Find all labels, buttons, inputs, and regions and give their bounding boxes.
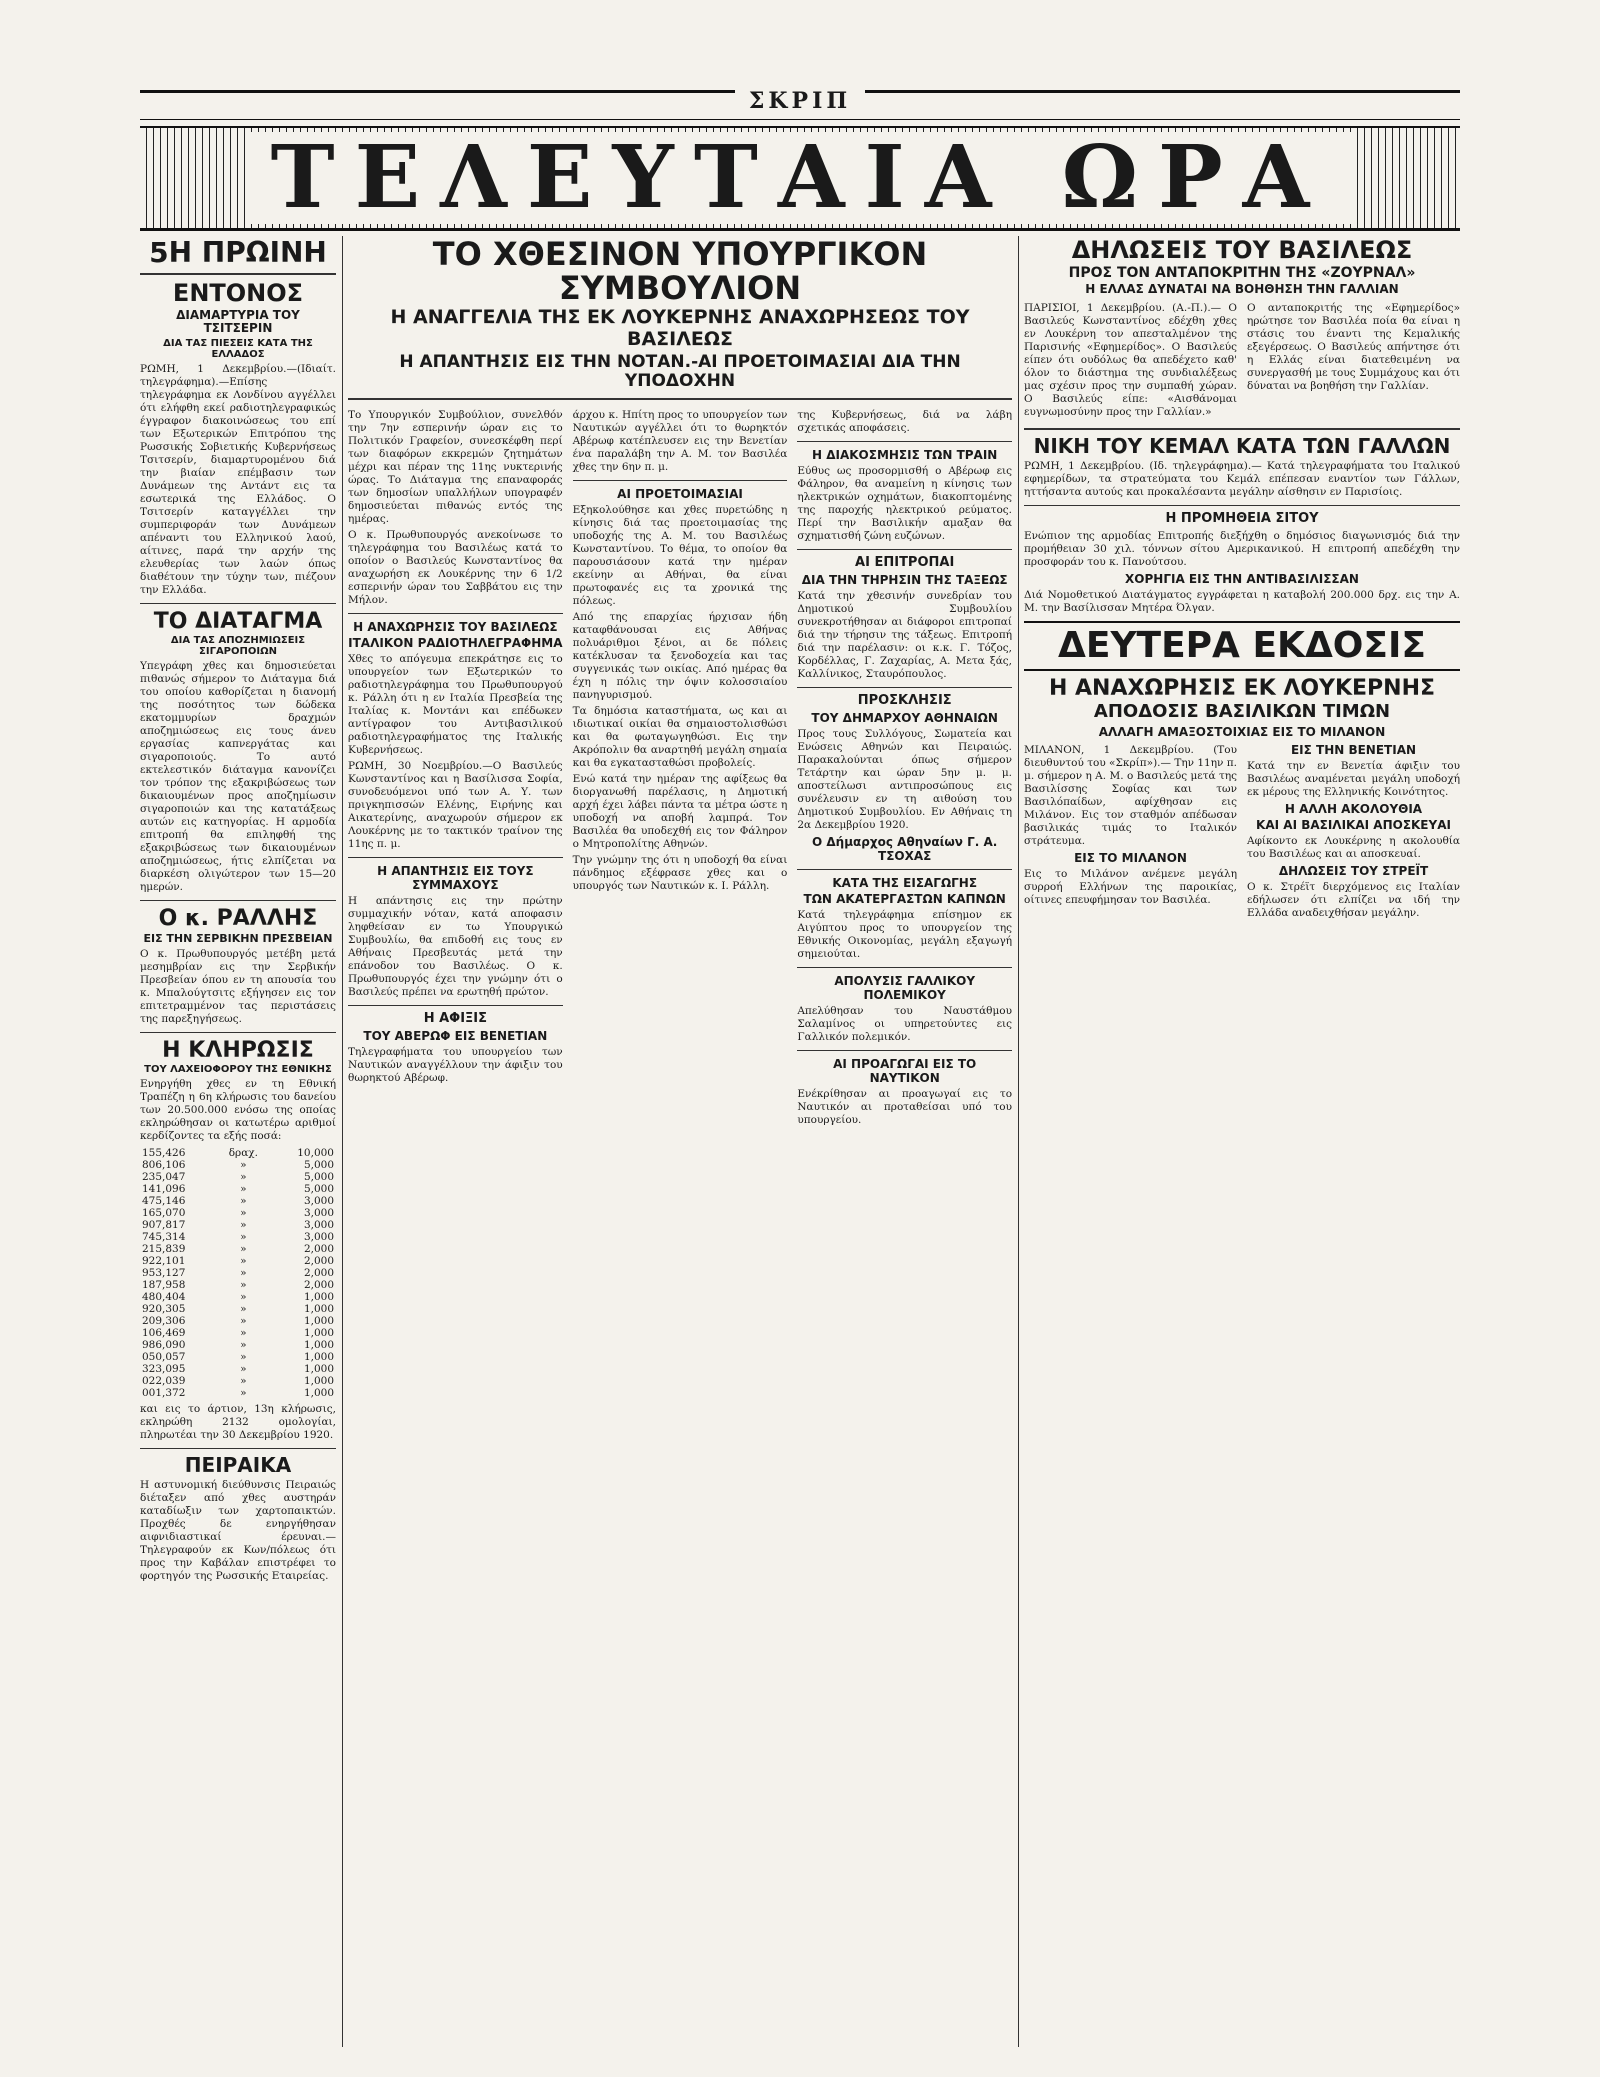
article-body: Χθες το απόγευμα επεκράτησε εις το υπουργείον των Εξωτερικών το ραδιοτηλεγράφημα του Πρωθυπουργού κ. Ράλλη ότι η εν Ιταλία Πρεσβεία της Ιταλίας κ. Μοντάνι και επέδωκεν αντίγραφον του Αντιβασιλικού ραδιοτηλεγραφήματος της Ιταλικής Κυβερνήσεως.: [348, 652, 563, 756]
article-body: της Κυβερνήσεως, διά να λάβη σχετικάς αποφάσεις.: [797, 408, 1012, 434]
lottery-prize: 5,000: [303, 1159, 334, 1172]
article-body: Διά Νομοθετικού Διατάγματος εγγράφεται η καταβολή 200.000 δρχ. εις την Α. Μ. την Βασίλισσαν Μητέρα Όλγαν.: [1024, 589, 1460, 615]
article-body: Ο κ. Στρέϊτ διερχόμενος εις Ιταλίαν εδήλωσεν ότι ελπίζει να ιδή την Ελλάδα αναδειχθήσαν μεγάλην.: [1247, 880, 1460, 919]
lottery-ditto: »: [240, 1195, 247, 1208]
article-title: ΤΟ ΔΙΑΤΑΓΜΑ: [153, 609, 323, 635]
article-body: Εις το Μιλάνον ανέμενε μεγάλη συρροή Ελλήνων της παροικίας, οίτινες επευφήμησαν τον Βασιλέα.: [1024, 867, 1237, 906]
lottery-row: [140, 1243, 336, 1255]
lottery-row: [140, 1267, 336, 1279]
signature: Ο Δήμαρχος Αθηναίων Γ. Α. ΤΣΟΧΑΣ: [812, 834, 998, 863]
article-subtitle: ΑΠΟΔΟΣΙΣ ΒΑΣΙΛΙΚΩΝ ΤΙΜΩΝ: [1093, 700, 1391, 722]
lottery-number: 475,146: [142, 1195, 186, 1208]
lottery-number: 215,839: [142, 1243, 186, 1256]
lottery-row: [140, 1351, 336, 1363]
section-heading: Η ΑΦΙΞΙΣ: [423, 1010, 487, 1026]
lottery-number: 922,101: [142, 1255, 186, 1268]
second-edition-title: ΔΕΥΤΕΡΑ ΕΚΔΟΣΙΣ: [1058, 625, 1426, 667]
lottery-ditto: »: [240, 1315, 247, 1328]
article-body: Ο κ. Πρωθυπουργός ανεκοίνωσε το τηλεγράφημα του Βασιλέως κατά το οποίον ο Βασιλεύς Κωνσταντίνος θα αναχωρήση εκ Λουκέρνης την 6 1/2 εσπερινήν ώραν του Σαββάτου εις την Μήλον.: [348, 528, 563, 606]
section-heading: ΔΗΛΩΣΕΙΣ ΤΟΥ ΣΤΡΕΪΤ: [1278, 863, 1429, 878]
section-heading: ΑΙ ΠΡΟΕΤΟΙΜΑΣΙΑΙ: [617, 486, 743, 501]
lottery-prize: 3,000: [303, 1195, 334, 1208]
article-title: Η ΑΝΑΧΩΡΗΣΙΣ ΕΚ ΛΟΥΚΕΡΝΗΣ: [1048, 675, 1436, 701]
lottery-ditto: »: [240, 1255, 247, 1268]
lottery-ditto: »: [240, 1291, 247, 1304]
section-heading: Η ΑΠΑΝΤΗΣΙΣ ΕΙΣ ΤΟΥΣ ΣΥΜΜΑΧΟΥΣ: [377, 863, 534, 892]
section-heading: ΚΑΤΑ ΤΗΣ ΕΙΣΑΓΩΓΗΣ: [832, 875, 978, 890]
article-title: ΠΕΙΡΑΙΚΑ: [184, 1453, 292, 1478]
column-right: [1024, 236, 1460, 2047]
article-title: Ο κ. ΡΑΛΛΗΣ: [158, 906, 318, 932]
lottery-row: [140, 1171, 336, 1183]
article-title: ΔΗΛΩΣΕΙΣ ΤΟΥ ΒΑΣΙΛΕΩΣ: [1071, 236, 1413, 264]
article-body: Ο ανταποκριτής της «Εφημερίδος» ηρώτησε τον Βασιλέα ποία θα είναι η στάσις του έναντι της Κεμαλικής εξεγέρσεως. Ο Βασιλεύς απήντησε ότι η Ελλάς είναι διατεθειμένη να συνεργασθή με τους Συμμάχους και ότι δύναται να βοηθήση την Γαλλίαν.: [1247, 302, 1460, 393]
lottery-row: [140, 1231, 336, 1243]
lottery-prize: 1,000: [303, 1387, 334, 1400]
lottery-number: 209,306: [142, 1315, 186, 1328]
lottery-row: [140, 1315, 336, 1327]
lottery-number: 106,469: [142, 1327, 186, 1340]
article-title: ΕΝΤΟΝΟΣ: [172, 279, 304, 308]
lottery-row: [140, 1375, 336, 1387]
masthead-small: [140, 90, 1460, 120]
lottery-number: 907,817: [142, 1219, 186, 1232]
lottery-prize: 1,000: [303, 1291, 334, 1304]
lottery-prize: 1,000: [303, 1303, 334, 1316]
lottery-ditto: »: [240, 1279, 247, 1292]
article-body: Κατά την εν Βενετία άφιξιν του Βασιλέως αναμένεται μεγάλη υποδοχή εκ μέρους της Ελληνικής Κοινότητος.: [1247, 759, 1460, 798]
lottery-prize: 1,000: [303, 1375, 334, 1388]
lottery-prize: 1,000: [303, 1363, 334, 1376]
article-body: ΡΩΜΗ, 30 Νοεμβρίου.—Ο Βασιλεύς Κωνσταντίνος και η Βασίλισσα Σοφία, συνοδευόμενοι υπό των Α. Υ. των πριγκηπισσών Ελένης, Ειρήνης και Αικατερίνης, αναχωρούν σήμερον εκ Λουκέρνης με το τακτικόν τραίνον της 11ης π. μ.: [348, 759, 563, 850]
section-heading: ΑΙ ΠΡΟΑΓΩΓΑΙ ΕΙΣ ΤΟ ΝΑΥΤΙΚΟΝ: [833, 1056, 977, 1085]
lottery-number: 165,070: [142, 1207, 186, 1220]
subcolumn: [348, 406, 563, 1130]
article-body: Εύθυς ως προσορμισθή ο Αβέρωφ εις Φάληρον, θα αναμείνη η κίνησις των ηλεκτρικών οχημάτων, διακοπτομένης της παροχής ηλεκτρικού ρεύματος. Περί την Βασιλικήν αμαξαν θα σχηματισθή ζώνη ευζώνων.: [797, 464, 1012, 542]
lottery-ditto: »: [240, 1339, 247, 1352]
article-body: Ενηργήθη χθες εν τη Εθνική Τραπέζη η 6η κλήρωσις του δανείου των 20.500.000 ενόσω της οποίας εκληρώθησαν οι κατωτέρω αριθμοί κερδίζοντες τα εξής ποσά:: [140, 1078, 336, 1143]
lottery-table: [140, 1147, 336, 1399]
article-body: Αφίκοντο εκ Λουκέρνης η ακολουθία του Βασιλέως και αι αποσκευαί.: [1247, 834, 1460, 860]
section-heading: ΑΙ ΕΠΙΤΡΟΠΑΙ: [855, 554, 955, 570]
lottery-ditto: »: [240, 1183, 247, 1196]
main-subheadline: Η ΑΝΑΓΓΕΛΙΑ ΤΗΣ ΕΚ ΛΟΥΚΕΡΝΗΣ ΑΝΑΧΩΡΗΣΕΩΣ ΤΟΥ ΒΑΣΙΛΕΩΣ: [390, 306, 970, 351]
lottery-row: [140, 1387, 336, 1399]
lottery-number: 806,106: [142, 1159, 186, 1172]
lottery-ditto: »: [240, 1267, 247, 1280]
section-heading: ΤΟΥ ΔΗΜΑΡΧΟΥ ΑΘΗΝΑΙΩΝ: [811, 710, 998, 725]
lottery-row: [140, 1291, 336, 1303]
lottery-prize: 2,000: [303, 1279, 334, 1292]
section-heading: Η ΑΝΑΧΩΡΗΣΙΣ ΤΟΥ ΒΑΣΙΛΕΩΣ: [353, 619, 558, 634]
article-body: Ενέκρίθησαν αι προαγωγαί εις το Ναυτικόν αι προταθείσαι υπό του υπουργείου.: [797, 1087, 1012, 1126]
section-heading: Η ΔΙΑΚΟΣΜΗΣΙΣ ΤΩΝ ΤΡΑΙΝ: [811, 447, 998, 462]
lottery-ditto: »: [240, 1375, 247, 1388]
lottery-number: 323,095: [142, 1363, 186, 1376]
lottery-ditto: »: [240, 1327, 247, 1340]
subcolumn: [1247, 741, 1460, 923]
lottery-prize: 5,000: [303, 1183, 334, 1196]
lottery-ditto: »: [240, 1303, 247, 1316]
article-body: Υπεγράφη χθες και δημοσιεύεται πιθανώς σήμερον το Διάταγμα διά του οποίου καθορίζεται η διανομή της ποσότητος των δώδεκα εκατομμυρίων δραχμών αποζημιώσεως εις τους άνευ εργασίας καπνεργάτας και σιγαροποιούς. Το αυτό εκτελεστικόν διάταγμα κανονίζει τον τρόπον της εξακριβώσεως των δικαιουμένων προς αποζημίωσιν σιγαροποιών και της κατατάξεως αυτών εις κατηγορίας. Η αρμοδία επιτροπή θα επιληφθή της εξακριβώσεως των δικαιουμένων αποζημιώσεως, ήτις ελπίζεται να διαρκέση ολιγώτερον των 15—20 ημερών.: [140, 660, 336, 894]
subcolumn: [1024, 741, 1237, 923]
section-heading: ΑΠΟΛΥΣΙΣ ΓΑΛΛΙΚΟΥ ΠΟΛΕΜΙΚΟΥ: [834, 973, 976, 1002]
lottery-number: 022,039: [142, 1375, 186, 1388]
article-subtitle: ΑΛΛΑΓΗ ΑΜΑΞΟΣΤΟΙΧΙΑΣ ΕΙΣ ΤΟ ΜΙΛΑΝΟΝ: [1098, 724, 1386, 739]
article-body: Προς τους Συλλόγους, Σωματεία και Ενώσεις Αθηνών και Πειραιώς. Παρακαλούνται όπως σήμερον Τετάρτην και ώραν 5ην μ. μ. αποστείλωσι αντιπροσώπους εις συνέλευσιν εν τη αιθούση του Δημοτικού Συμβουλίου. Εν Αθήναις τη 2α Δεκεμβρίου 1920.: [797, 727, 1012, 831]
lottery-row: [140, 1207, 336, 1219]
subcolumn: [797, 406, 1012, 1130]
article-subtitle: Η ΕΛΛΑΣ ΔΥΝΑΤΑΙ ΝΑ ΒΟΗΘΗΣΗ ΤΗΝ ΓΑΛΛΙΑΝ: [1085, 282, 1399, 297]
lottery-prize: 1,000: [303, 1327, 334, 1340]
article-body: ΡΩΜΗ, 1 Δεκεμβρίου. (Ιδ. τηλεγράφημα).— Κατά τηλεγραφήματα του Ιταλικού εφημερίδων, τα στρατεύματα του Κεμάλ επέπεσαν εναντίον των Γάλλων, ηττήσαντα αυτούς και προκαλέσαντα μεγάλην αίσθησιν εν Παρισίοις.: [1024, 460, 1460, 499]
column-left: [140, 236, 336, 2047]
article-body: Το Υπουργικόν Συμβούλιον, συνελθόν την 7ην εσπερινήν ώραν εις το Πολιτικόν Γραφείον, συνεσκέφθη περί των διαφόρων εκκρεμών ζητημάτων μέχρι και πέραν της 11ης νυκτερινής ώρας. Το Διάταγμα της επαναφοράς των δημοσίων υπαλλήλων υπογραφέν δημοσιεύεται πιθανώς εντός της ημέρας.: [348, 408, 563, 525]
lottery-number: 141,096: [142, 1183, 186, 1196]
section-heading: ΤΩΝ ΑΚΑΤΕΡΓΑΣΤΩΝ ΚΑΠΝΩΝ: [803, 891, 1006, 906]
section-heading: ΚΑΙ ΑΙ ΒΑΣΙΛΙΚΑΙ ΑΠΟΣΚΕΥΑΙ: [1256, 817, 1451, 832]
article-body: Τηλεγραφήματα του υπουργείου των Ναυτικών αναγγέλλουν την άφιξιν του θωρηκτού Αβέρωφ.: [348, 1045, 563, 1084]
section-heading: ΠΡΟΣΚΛΗΣΙΣ: [857, 692, 952, 708]
lottery-number: 155,426: [142, 1147, 186, 1160]
lottery-unit: δραχ.: [228, 1147, 259, 1160]
article-body: Την γνώμην της ότι η υποδοχή θα είναι πάνδημος εξέφρασε χθες και ο υπουργός των Ναυτικών κ. Ι. Ράλλη.: [572, 853, 788, 892]
column-middle: [348, 236, 1012, 2047]
column-rule: [1018, 236, 1019, 2047]
article-title: Η ΚΛΗΡΩΣΙΣ: [162, 1038, 314, 1064]
lottery-number: 001,372: [142, 1387, 186, 1400]
lottery-ditto: »: [240, 1231, 247, 1244]
main-headline: ΤΟ ΧΘΕΣΙΝΟΝ ΥΠΟΥΡΓΙΚΟΝ ΣΥΜΒΟΥΛΙΟΝ: [432, 236, 928, 307]
lottery-prize: 1,000: [303, 1315, 334, 1328]
lottery-number: 986,090: [142, 1339, 186, 1352]
second-edition-banner: [1024, 621, 1460, 671]
article-body: Η αστυνομική διεύθυνσις Πειραιώς διέταξεν από χθες αυστηράν καταδίωξιν των χαρτοπαικτών. Προχθές δε ενηργήθησαν αιφνιδιαστικαί έρευναι.— Τηλεγραφούν εκ Κων/πόλεως ότι προς την Καβάλαν επιστρέφει το φορτηγόν της Ρωσσικής Εταιρείας.: [140, 1479, 336, 1583]
lottery-prize: 2,000: [303, 1267, 334, 1280]
section-heading: ΔΙΑ ΤΗΝ ΤΗΡΗΣΙΝ ΤΗΣ ΤΑΞΕΩΣ: [801, 572, 1008, 587]
lottery-prize: 10,000: [297, 1147, 334, 1160]
lottery-number: 920,305: [142, 1303, 186, 1316]
lottery-row: [140, 1195, 336, 1207]
lottery-number: 187,958: [142, 1279, 186, 1292]
lottery-row: [140, 1303, 336, 1315]
column-rule: [342, 236, 343, 2047]
lottery-row: [140, 1183, 336, 1195]
article-subtitle: ΤΟΥ ΛΑΧΕΙΟΦΟΡΟΥ ΤΗΣ ΕΘΝΙΚΗΣ: [144, 1064, 332, 1076]
edition-label: 5Η ΠΡΩΙΝΗ: [149, 236, 327, 269]
lottery-prize: 3,000: [303, 1231, 334, 1244]
section-heading: ΤΟΥ ΑΒΕΡΩΦ ΕΙΣ ΒΕΝΕΤΙΑΝ: [363, 1028, 548, 1043]
lottery-number: 480,404: [142, 1291, 186, 1304]
lottery-ditto: »: [240, 1387, 247, 1400]
lottery-number: 235,047: [142, 1171, 186, 1184]
masthead: [140, 126, 1460, 231]
section-heading: ΕΙΣ ΤΗΝ ΒΕΝΕΤΙΑΝ: [1290, 742, 1417, 757]
lottery-prize: 1,000: [303, 1351, 334, 1364]
article-body: Από της επαρχίας ήρχισαν ήδη καταφθάνουσαι εις Αθήνας πολυάριθμοι ξένοι, αι δε πόλεις κατέκλυσαν τα ξενοδοχεία και τας συγγενικάς των οικίας. Από ημέρας θα έχη η πόλις την όψιν κολοσσιαίου πανηγυρισμού.: [572, 610, 788, 701]
lottery-row: [140, 1147, 336, 1159]
article-subtitle: ΔΙΑ ΤΑΣ ΑΠΟΖΗΜΙΩΣΕΙΣ ΣΙΓΑΡΟΠΟΙΩΝ: [170, 635, 306, 658]
article-body: Κατά την χθεσινήν συνεδρίαν του Δημοτικού Συμβουλίου συνεκροτήθησαν αι διάφοροι επιτροπαί διά την τήρησιν της τάξεως. Επιτροπή διά την παρέλασιν: οι κ.κ. Γ. Τόζος, Κορδέλλας, Γ. Ζαχαρίας, Α. Μετα ξάς, Καλλίνικος, Σταυρόπουλος.: [797, 589, 1012, 680]
article-body: Απελύθησαν του Ναυστάθμου Σαλαμίνος οι υπηρετούντες εις Γαλλικόν πολεμικόν.: [797, 1004, 1012, 1043]
article-body: άρχου κ. Ηπίτη προς το υπουργείον των Ναυτικών αγγέλλει ότι το θωρηκτόν Αβέρωφ κατέπλευσεν εις την Βενετίαν ένα παραλάβη την Α. Μ. τον Βασιλέα χθες την 6ην π. μ.: [572, 408, 788, 473]
masthead-paper-name: ΣΚΡΙΠ: [735, 88, 865, 114]
lottery-ditto: »: [240, 1159, 247, 1172]
lottery-prize: 3,000: [303, 1219, 334, 1232]
section-heading: ΧΟΡΗΓΙΑ ΕΙΣ ΤΗΝ ΑΝΤΙΒΑΣΙΛΙΣΣΑΝ: [1125, 572, 1359, 587]
article-body: ΠΑΡΙΣΙΟΙ, 1 Δεκεμβρίου. (Α.-Π.).— Ο Βασιλεύς Κωνσταντίνος εδέχθη χθες εν Λουκέρνη τον απεσταλμένον της Παρισινής «Εφημερίδος». Ο Βασιλεύς είπεν ότι ουδόλως θα απεδέχετο καθ' όλον το διάστημα της συνδιαλέξεως μας σχέσιν προς την συμπαθή χώραν. Ο Βασιλεύς είπε: «Αισθάνομαι ευγνωμοσύνην προς την Γαλλίαν.»: [1024, 302, 1237, 419]
lottery-ditto: »: [240, 1219, 247, 1232]
lottery-ditto: »: [240, 1171, 247, 1184]
article-body: Η απάντησις εις την πρώτην συμμαχικήν νόταν, κατά αποφασιν ληφθείσαν εν τω Υπουργικώ Συμβουλίω, θα επιδοθή εις τους εν Αθήναις Πρεσβευτάς μετά την επάνοδον του Βασιλέως. Ο κ. Πρωθυπουργός έχει την γνώμην ότι ο Βασιλεύς πρέπει να ερωτηθή πρώτον.: [348, 894, 563, 998]
lottery-prize: 2,000: [303, 1255, 334, 1268]
lottery-row: [140, 1363, 336, 1375]
article-body: Κατά τηλεγράφημα επίσημον εκ Αιγύπτου προς το υπουργείον της Εθνικής Οικονομίας, μεγάλη εξαγωγή σημειούται.: [797, 908, 1012, 960]
lottery-number: 050,057: [142, 1351, 186, 1364]
lottery-number: 953,127: [142, 1267, 186, 1280]
lottery-ditto: »: [240, 1243, 247, 1256]
article-body: ΜΙΛΑΝΟΝ, 1 Δεκεμβρίου. (Του διευθυντού του «Σκρίπ»).— Την 11ην π. μ. σήμερον η Α. Μ. ο Βασιλεύς μετά της Βασιλίσσης Σοφίας και των Βασιλόπαίδων, αφίχθησαν εις Μιλάνον. Εις τον σταθμόν απέδωσαν βασιλικάς τιμάς το Ιταλικόν στράτευμα.: [1024, 743, 1237, 847]
lottery-prize: 3,000: [303, 1207, 334, 1220]
lottery-ditto: »: [240, 1351, 247, 1364]
lottery-row: [140, 1279, 336, 1291]
article-subtitle: ΔΙΑ ΤΑΣ ΠΙΕΣΕΙΣ ΚΑΤΑ ΤΗΣ ΕΛΛΑΔΟΣ: [163, 338, 313, 361]
article-body: Ο κ. Πρωθυπουργός μετέβη μετά μεσημβρίαν εις την Σερβικήν Πρεσβείαν όπου εν τη απουσία του κ. Μπαλούγτσιτς εξήγησεν εις τον επιτετραμμένον τας περιστάσεις της παρεξηγήσεως.: [140, 948, 336, 1026]
masthead-title: ΤΕΛΕΥΤΑΙΑ ΩΡΑ: [247, 132, 1354, 224]
lottery-row: [140, 1327, 336, 1339]
article-title: Η ΠΡΟΜΗΘΕΙΑ ΣΙΤΟΥ: [1165, 511, 1319, 527]
lottery-ditto: »: [240, 1363, 247, 1376]
article-body: Ενώπιον της αρμοδίας Επιτροπής διεξήχθη ο δημόσιος διαγωνισμός διά την προμήθειαν 30 χιλ. τόννων σίτου Αμερικανικού. Η επιτροπή απεδέχθη την προσφοράν του κ. Πανούτσου.: [1024, 530, 1460, 569]
lottery-prize: 1,000: [303, 1339, 334, 1352]
lottery-row: [140, 1219, 336, 1231]
section-heading: ΕΙΣ ΤΟ ΜΙΛΑΝΟΝ: [1074, 850, 1187, 865]
lottery-row: [140, 1255, 336, 1267]
section-heading: ΙΤΑΛΙΚΟΝ ΡΑΔΙΟΤΗΛΕΓΡΑΦΗΜΑ: [348, 635, 563, 650]
lottery-row: [140, 1339, 336, 1351]
lottery-number: 745,314: [142, 1231, 186, 1244]
article-body: Τα δημόσια καταστήματα, ως και αι ιδιωτικαί οικίαι θα σημαιοστολισθώσι και θα φωταγωγηθώσι. Εις την Ακρόπολιν θα αναρτηθή μεγάλη σημαία και θα εγκατασταθώσι προβολείς.: [572, 704, 788, 769]
main-subheadline: Η ΑΠΑΝΤΗΣΙΣ ΕΙΣ ΤΗΝ ΝΟΤΑΝ.-ΑΙ ΠΡΟΕΤΟΙΜΑΣΙΑΙ ΔΙΑ ΤΗΝ ΥΠΟΔΟΧΗΝ: [399, 351, 961, 392]
subcolumn: [573, 406, 788, 1130]
lottery-prize: 2,000: [303, 1243, 334, 1256]
article-body: Εξηκολούθησε και χθες πυρετώδης η κίνησις διά τας προετοιμασίας της υποδοχής της Α. Μ. του Βασιλέως Κωνσταντίνου. Το θέμα, το οποίον θα παρουσιάσουν κατά την ημέραν εκείνην αι Αθήναι, θα είναι πρωτοφανές εις τα χρονικά της πόλεως.: [572, 503, 788, 607]
article-title: ΝΙΚΗ ΤΟΥ ΚΕΜΑΛ ΚΑΤΑ ΤΩΝ ΓΑΛΛΩΝ: [1033, 434, 1451, 459]
article-body: Ενώ κατά την ημέραν της αφίξεως θα διοργανωθή παρέλασις, η Δημοτική αρχή έχει λάβει πάντα τα μέτρα ώστε η υποδοχή να αποβή λαμπρά. Τον Βασιλέα θα υποδεχθή εις τον Φάληρον ο Μητροπολίτης Αθηνών.: [572, 772, 788, 850]
article-subtitle: ΕΙΣ ΤΗΝ ΣΕΡΒΙΚΗΝ ΠΡΕΣΒΕΙΑΝ: [143, 932, 333, 946]
article-body: ΡΩΜΗ, 1 Δεκεμβρίου.—(Ιδιαίτ. τηλεγράφημα).—Επίσης τηλεγράφημα εκ Λονδίνου αγγέλλει ότι ελήφθη εκεί ραδιοτηλεγραφικώς έγγραφον διακοινώσεως του επί των Εξωτερικών Επιτρόπου της Ρωσσικής Σοβιετικής Κυβερνήσεως Τσιτσερίν, διαμαρτυρομένου διά την βιαίαν επέμβασιν των Δυνάμεων της Αντάντ εις τα εσωτερικά της Ελλάδος. Ο Τσιτσερίν καταγγέλλει την συμπεριφοράν των Δυνάμεων απέναντι του Ελληνικού λαού, αίτινες, παρά την αρχήν της ελευθερίας των λαών όπως διαθέτουν την τύχην των, πιέζουν την Ελλάδα.: [140, 363, 336, 597]
lottery-prize: 5,000: [303, 1171, 334, 1184]
article-body: και εις το άρτιον, 13η κλήρωσις, εκληρώθη 2132 ομολογίαι, πληρωτέαι την 30 Δεκεμβρίου 1920.: [140, 1403, 336, 1442]
lottery-ditto: »: [240, 1207, 247, 1220]
article-subtitle: ΔΙΑΜΑΡΤΥΡΙΑ ΤΟΥ ΤΣΙΤΣΕΡΙΝ: [176, 307, 300, 336]
article-subtitle: ΠΡΟΣ ΤΟΝ ΑΝΤΑΠΟΚΡΙΤΗΝ ΤΗΣ «ΖΟΥΡΝΑΛ»: [1068, 265, 1416, 282]
section-heading: Η ΑΛΛΗ ΑΚΟΛΟΥΘΙΑ: [1284, 801, 1423, 816]
lottery-row: [140, 1159, 336, 1171]
